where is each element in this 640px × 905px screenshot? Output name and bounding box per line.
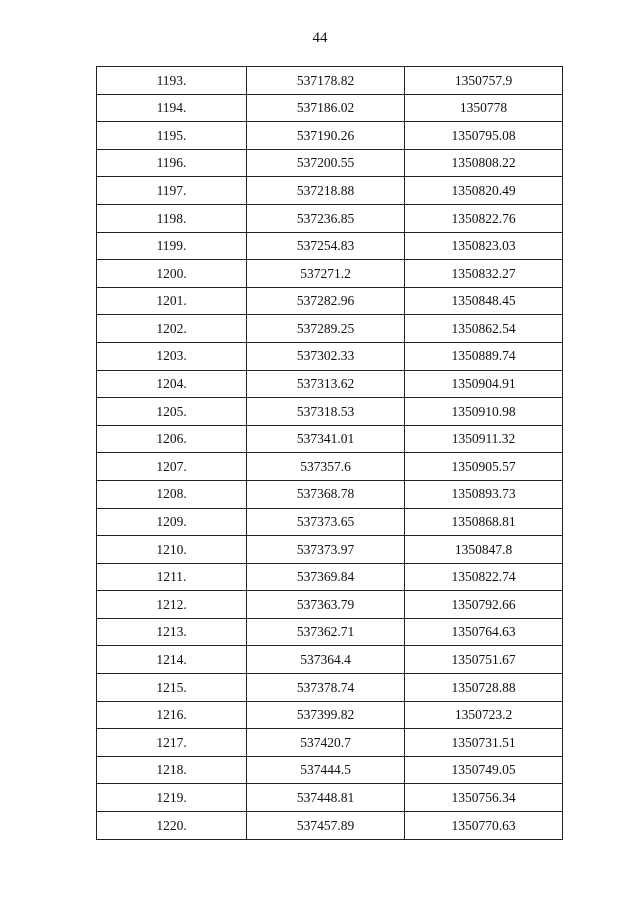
point-number-cell: 1217. xyxy=(97,729,247,757)
y-coordinate-cell: 1350808.22 xyxy=(405,149,563,177)
point-number-cell: 1200. xyxy=(97,260,247,288)
y-coordinate-cell: 1350764.63 xyxy=(405,618,563,646)
coordinates-table-body xyxy=(97,67,563,840)
y-coordinate-cell: 1350723.2 xyxy=(405,701,563,729)
y-coordinate-cell: 1350822.76 xyxy=(405,204,563,232)
y-coordinate-cell: 1350757.9 xyxy=(405,67,563,95)
table-row xyxy=(97,425,563,453)
y-coordinate-cell: 1350868.81 xyxy=(405,508,563,536)
point-number-cell: 1206. xyxy=(97,425,247,453)
point-number-cell: 1198. xyxy=(97,204,247,232)
table-row xyxy=(97,232,563,260)
x-coordinate-cell: 537218.88 xyxy=(247,177,405,205)
point-number-cell: 1210. xyxy=(97,536,247,564)
point-number-cell: 1212. xyxy=(97,591,247,619)
table-row xyxy=(97,287,563,315)
x-coordinate-cell: 537399.82 xyxy=(247,701,405,729)
table-row xyxy=(97,646,563,674)
y-coordinate-cell: 1350847.8 xyxy=(405,536,563,564)
point-number-cell: 1208. xyxy=(97,480,247,508)
x-coordinate-cell: 537289.25 xyxy=(247,315,405,343)
y-coordinate-cell: 1350832.27 xyxy=(405,260,563,288)
x-coordinate-cell: 537368.78 xyxy=(247,480,405,508)
y-coordinate-cell: 1350910.98 xyxy=(405,398,563,426)
point-number-cell: 1204. xyxy=(97,370,247,398)
y-coordinate-cell: 1350848.45 xyxy=(405,287,563,315)
x-coordinate-cell: 537369.84 xyxy=(247,563,405,591)
y-coordinate-cell: 1350731.51 xyxy=(405,729,563,757)
x-coordinate-cell: 537254.83 xyxy=(247,232,405,260)
point-number-cell: 1199. xyxy=(97,232,247,260)
coordinates-table xyxy=(96,66,563,840)
table-row xyxy=(97,122,563,150)
y-coordinate-cell: 1350778 xyxy=(405,94,563,122)
x-coordinate-cell: 537200.55 xyxy=(247,149,405,177)
table-row xyxy=(97,398,563,426)
x-coordinate-cell: 537444.5 xyxy=(247,756,405,784)
y-coordinate-cell: 1350911.32 xyxy=(405,425,563,453)
point-number-cell: 1215. xyxy=(97,674,247,702)
point-number-cell: 1197. xyxy=(97,177,247,205)
point-number-cell: 1214. xyxy=(97,646,247,674)
point-number-cell: 1194. xyxy=(97,94,247,122)
x-coordinate-cell: 537364.4 xyxy=(247,646,405,674)
x-coordinate-cell: 537448.81 xyxy=(247,784,405,812)
x-coordinate-cell: 537373.65 xyxy=(247,508,405,536)
point-number-cell: 1205. xyxy=(97,398,247,426)
point-number-cell: 1207. xyxy=(97,453,247,481)
point-number-cell: 1201. xyxy=(97,287,247,315)
y-coordinate-cell: 1350904.91 xyxy=(405,370,563,398)
point-number-cell: 1193. xyxy=(97,67,247,95)
x-coordinate-cell: 537362.71 xyxy=(247,618,405,646)
y-coordinate-cell: 1350905.57 xyxy=(405,453,563,481)
table-row xyxy=(97,370,563,398)
table-row xyxy=(97,701,563,729)
y-coordinate-cell: 1350792.66 xyxy=(405,591,563,619)
y-coordinate-cell: 1350770.63 xyxy=(405,812,563,840)
table-row xyxy=(97,67,563,95)
x-coordinate-cell: 537357.6 xyxy=(247,453,405,481)
table-row xyxy=(97,204,563,232)
y-coordinate-cell: 1350822.74 xyxy=(405,563,563,591)
point-number-cell: 1218. xyxy=(97,756,247,784)
x-coordinate-cell: 537236.85 xyxy=(247,204,405,232)
page-number: 44 xyxy=(312,30,328,46)
table-row xyxy=(97,177,563,205)
table-row xyxy=(97,784,563,812)
point-number-cell: 1220. xyxy=(97,812,247,840)
point-number-cell: 1196. xyxy=(97,149,247,177)
y-coordinate-cell: 1350823.03 xyxy=(405,232,563,260)
x-coordinate-cell: 537186.02 xyxy=(247,94,405,122)
x-coordinate-cell: 537457.89 xyxy=(247,812,405,840)
table-row xyxy=(97,315,563,343)
table-row xyxy=(97,756,563,784)
x-coordinate-cell: 537378.74 xyxy=(247,674,405,702)
x-coordinate-cell: 537313.62 xyxy=(247,370,405,398)
table-row xyxy=(97,674,563,702)
table-row xyxy=(97,94,563,122)
x-coordinate-cell: 537420.7 xyxy=(247,729,405,757)
y-coordinate-cell: 1350795.08 xyxy=(405,122,563,150)
table-row xyxy=(97,480,563,508)
table-row xyxy=(97,618,563,646)
point-number-cell: 1216. xyxy=(97,701,247,729)
y-coordinate-cell: 1350893.73 xyxy=(405,480,563,508)
y-coordinate-cell: 1350889.74 xyxy=(405,342,563,370)
table-row xyxy=(97,563,563,591)
y-coordinate-cell: 1350749.05 xyxy=(405,756,563,784)
point-number-cell: 1213. xyxy=(97,618,247,646)
table-row xyxy=(97,453,563,481)
x-coordinate-cell: 537282.96 xyxy=(247,287,405,315)
point-number-cell: 1203. xyxy=(97,342,247,370)
x-coordinate-cell: 537178.82 xyxy=(247,67,405,95)
table-row xyxy=(97,342,563,370)
y-coordinate-cell: 1350820.49 xyxy=(405,177,563,205)
x-coordinate-cell: 537190.26 xyxy=(247,122,405,150)
table-row xyxy=(97,508,563,536)
y-coordinate-cell: 1350756.34 xyxy=(405,784,563,812)
point-number-cell: 1211. xyxy=(97,563,247,591)
point-number-cell: 1202. xyxy=(97,315,247,343)
x-coordinate-cell: 537302.33 xyxy=(247,342,405,370)
y-coordinate-cell: 1350751.67 xyxy=(405,646,563,674)
x-coordinate-cell: 537341.01 xyxy=(247,425,405,453)
point-number-cell: 1209. xyxy=(97,508,247,536)
table-row xyxy=(97,591,563,619)
table-row xyxy=(97,729,563,757)
table-row xyxy=(97,149,563,177)
x-coordinate-cell: 537318.53 xyxy=(247,398,405,426)
table-row xyxy=(97,260,563,288)
x-coordinate-cell: 537373.97 xyxy=(247,536,405,564)
point-number-cell: 1219. xyxy=(97,784,247,812)
y-coordinate-cell: 1350728.88 xyxy=(405,674,563,702)
table-row xyxy=(97,536,563,564)
y-coordinate-cell: 1350862.54 xyxy=(405,315,563,343)
x-coordinate-cell: 537271.2 xyxy=(247,260,405,288)
x-coordinate-cell: 537363.79 xyxy=(247,591,405,619)
point-number-cell: 1195. xyxy=(97,122,247,150)
table-row xyxy=(97,812,563,840)
